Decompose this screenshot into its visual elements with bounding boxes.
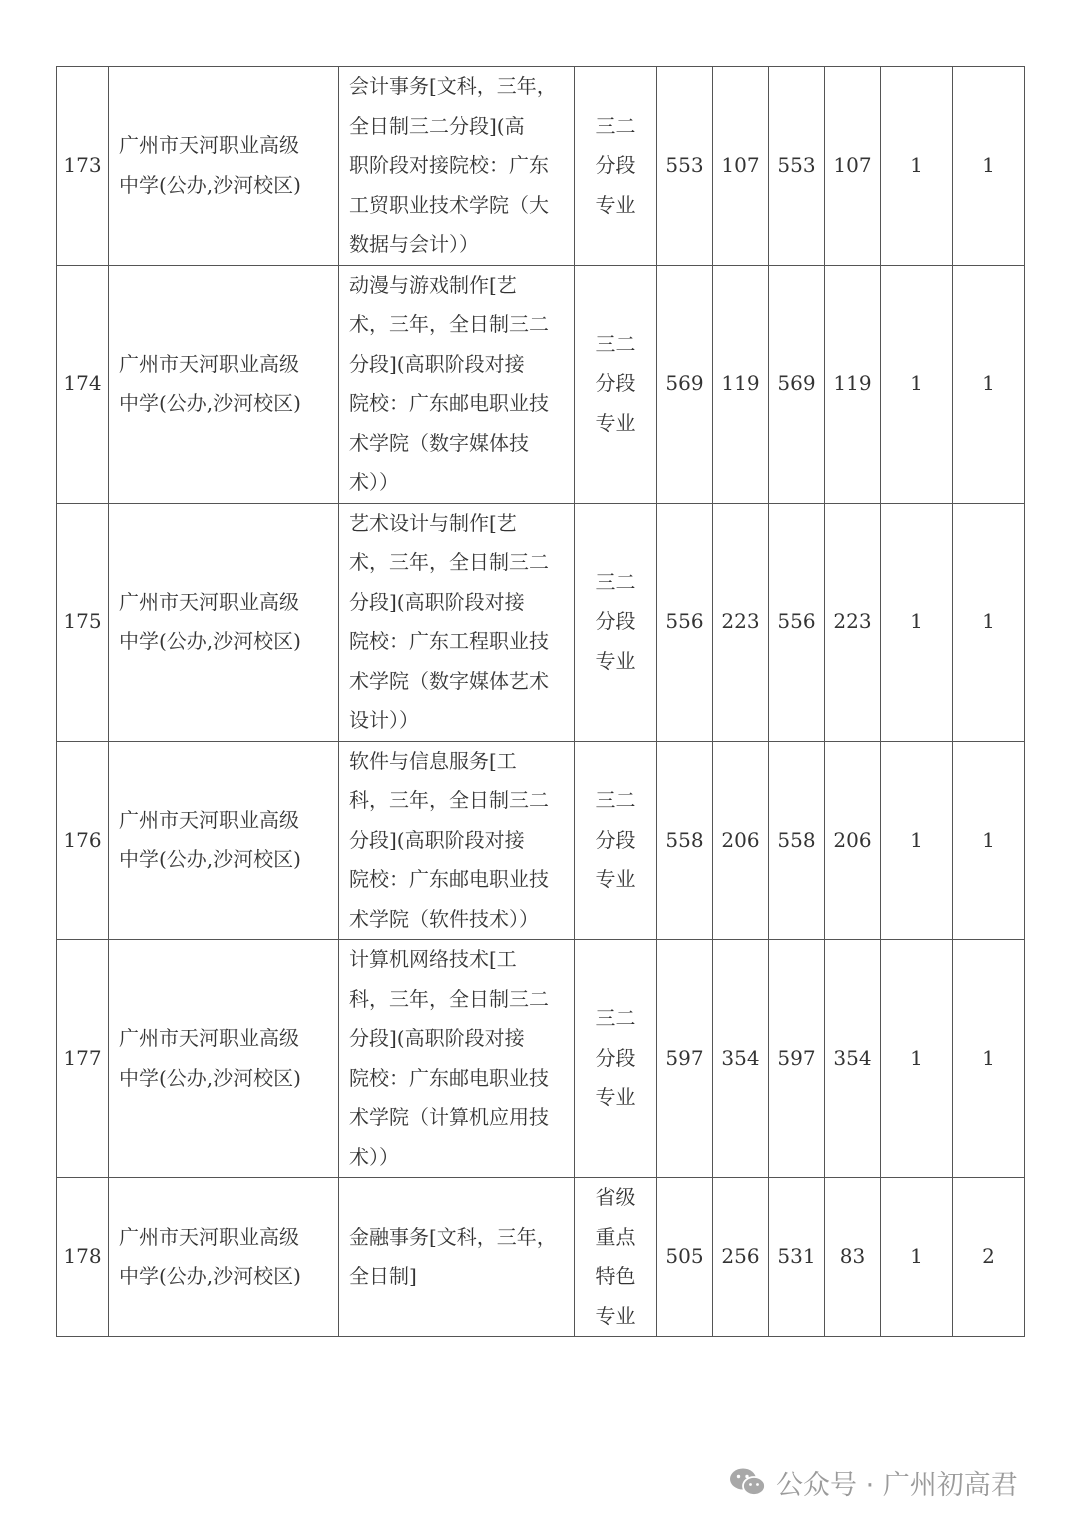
- major-line: 全日制]: [349, 1264, 417, 1288]
- school-line: 中学(公办,沙河校区): [119, 172, 301, 197]
- table-row: [57, 1178, 1025, 1337]
- value-cell-c3: 531: [769, 1178, 825, 1337]
- type-line: 分段: [595, 609, 636, 634]
- admissions-table: [56, 66, 1025, 1337]
- school-cell: [109, 67, 339, 266]
- value-cell-c4: 354: [825, 940, 881, 1178]
- value-cell-c3: 556: [769, 503, 825, 741]
- table-row: [57, 503, 1025, 741]
- type-line: 分段: [595, 153, 636, 177]
- type-line: 省级: [595, 1185, 636, 1209]
- row-number-cell: 176: [57, 741, 109, 940]
- major-line: 动漫与游戏制作[艺: [349, 272, 517, 297]
- value-cell-c6: 1: [953, 940, 1025, 1178]
- row-number-cell: 174: [57, 265, 109, 503]
- major-line: 分段](高职阶段对接: [349, 1026, 525, 1050]
- school-line: 广州市天河职业高级: [119, 807, 299, 832]
- school-cell: [109, 265, 339, 503]
- value-cell-c2: 256: [713, 1178, 769, 1337]
- row-number-cell: 178: [57, 1178, 109, 1337]
- value-cell-c1: 569: [657, 265, 713, 503]
- value-cell-c3: 558: [769, 741, 825, 940]
- value-cell-c4: 83: [825, 1178, 881, 1337]
- major-line: 术，三年，全日制三二: [349, 312, 549, 336]
- major-line: 软件与信息服务[工: [349, 748, 517, 773]
- type-line: 专业: [595, 192, 636, 217]
- major-line: 金融事务[文科，三年，: [349, 1224, 557, 1249]
- value-cell-c4: 119: [825, 265, 881, 503]
- value-cell-c2: 119: [713, 265, 769, 503]
- table-body: [57, 67, 1025, 1337]
- type-line: 特色: [595, 1264, 636, 1288]
- watermark: [728, 1462, 1018, 1502]
- value-cell-c6: 2: [953, 1178, 1025, 1337]
- school-line: 中学(公办,沙河校区): [119, 629, 301, 653]
- value-cell-c1: 556: [657, 503, 713, 741]
- value-cell-c6: 1: [953, 503, 1025, 741]
- major-line: 数据与会计））: [349, 232, 479, 256]
- value-cell-c2: 107: [713, 67, 769, 266]
- type-line: 专业: [595, 410, 636, 435]
- major-type-cell: [575, 67, 657, 266]
- major-type-cell: [575, 940, 657, 1178]
- major-cell: [339, 265, 575, 503]
- type-line: 分段: [595, 827, 636, 852]
- major-line: 术学院（数字媒体技: [349, 430, 529, 455]
- value-cell-c6: 1: [953, 67, 1025, 266]
- value-cell-c5: 1: [881, 940, 953, 1178]
- major-type-cell: [575, 265, 657, 503]
- table-row: [57, 940, 1025, 1178]
- row-number-cell: 173: [57, 67, 109, 266]
- value-cell-c3: 569: [769, 265, 825, 503]
- school-cell: [109, 741, 339, 940]
- row-number-cell: 177: [57, 940, 109, 1178]
- value-cell-c5: 1: [881, 265, 953, 503]
- table-row: [57, 67, 1025, 266]
- major-type-cell: [575, 741, 657, 940]
- watermark-text: 公众号 · 广州初高君: [776, 1469, 1018, 1501]
- major-line: 术，三年，全日制三二: [349, 550, 549, 574]
- row-number-cell: 175: [57, 503, 109, 741]
- value-cell-c4: 107: [825, 67, 881, 266]
- major-line: 院校：广东邮电职业技: [349, 867, 549, 891]
- major-line: 艺术设计与制作[艺: [349, 510, 517, 535]
- value-cell-c2: 354: [713, 940, 769, 1178]
- major-cell: [339, 67, 575, 266]
- value-cell-c4: 206: [825, 741, 881, 940]
- major-line: 术学院（软件技术））: [349, 906, 539, 931]
- type-line: 专业: [595, 1085, 636, 1110]
- major-line: 工贸职业技术学院（大: [349, 192, 549, 217]
- value-cell-c6: 1: [953, 265, 1025, 503]
- school-line: 广州市天河职业高级: [119, 589, 299, 614]
- school-line: 广州市天河职业高级: [119, 1026, 299, 1050]
- value-cell-c5: 1: [881, 503, 953, 741]
- major-line: 术学院（计算机应用技: [349, 1105, 549, 1129]
- major-line: 计算机网络技术[工: [349, 947, 517, 971]
- major-cell: [339, 741, 575, 940]
- major-cell: [339, 1178, 575, 1337]
- major-line: 术学院（数字媒体艺术: [349, 668, 549, 693]
- table-row: [57, 265, 1025, 503]
- major-line: 院校：广东工程职业技: [349, 629, 549, 653]
- type-line: 专业: [595, 648, 636, 673]
- value-cell-c1: 597: [657, 940, 713, 1178]
- school-line: 广州市天河职业高级: [119, 133, 299, 158]
- value-cell-c2: 206: [713, 741, 769, 940]
- major-line: 设计））: [349, 708, 419, 732]
- type-line: 专业: [595, 1303, 636, 1328]
- major-line: 职阶段对接院校：广东: [349, 153, 549, 177]
- value-cell-c5: 1: [881, 741, 953, 940]
- table-row: [57, 741, 1025, 940]
- value-cell-c3: 553: [769, 67, 825, 266]
- major-line: 术））: [349, 470, 399, 494]
- type-line: 分段: [595, 371, 636, 396]
- major-type-cell: [575, 1178, 657, 1337]
- value-cell-c3: 597: [769, 940, 825, 1178]
- type-line: 专业: [595, 867, 636, 891]
- major-line: 院校：广东邮电职业技: [349, 391, 549, 415]
- admissions-table-sheet: [56, 66, 1024, 1337]
- value-cell-c1: 558: [657, 741, 713, 940]
- school-cell: [109, 503, 339, 741]
- major-line: 分段](高职阶段对接: [349, 827, 525, 852]
- major-line: 全日制三二分段](高: [349, 113, 525, 138]
- school-line: 中学(公办,沙河校区): [119, 1264, 301, 1288]
- major-line: 会计事务[文科，三年，: [349, 74, 557, 98]
- school-line: 广州市天河职业高级: [119, 351, 299, 376]
- type-line: 分段: [595, 1045, 636, 1070]
- value-cell-c4: 223: [825, 503, 881, 741]
- major-cell: [339, 940, 575, 1178]
- major-line: 分段](高职阶段对接: [349, 589, 525, 614]
- major-line: 院校：广东邮电职业技: [349, 1065, 549, 1090]
- wechat-icon: [728, 1467, 768, 1497]
- type-line: 三二: [595, 569, 636, 594]
- value-cell-c5: 1: [881, 67, 953, 266]
- school-cell: [109, 1178, 339, 1337]
- type-line: 三二: [595, 788, 636, 812]
- school-line: 中学(公办,沙河校区): [119, 391, 301, 415]
- major-line: 科，三年，全日制三二: [349, 788, 549, 812]
- value-cell-c1: 505: [657, 1178, 713, 1337]
- school-line: 中学(公办,沙河校区): [119, 1065, 301, 1090]
- type-line: 三二: [595, 331, 636, 356]
- value-cell-c6: 1: [953, 741, 1025, 940]
- major-line: 科，三年，全日制三二: [349, 986, 549, 1011]
- type-line: 重点: [595, 1224, 636, 1249]
- major-line: 术））: [349, 1144, 399, 1169]
- school-line: 中学(公办,沙河校区): [119, 847, 301, 872]
- type-line: 三二: [595, 1006, 636, 1031]
- school-cell: [109, 940, 339, 1178]
- type-line: 三二: [595, 113, 636, 138]
- school-line: 广州市天河职业高级: [119, 1224, 299, 1249]
- value-cell-c1: 553: [657, 67, 713, 266]
- value-cell-c2: 223: [713, 503, 769, 741]
- major-line: 分段](高职阶段对接: [349, 351, 525, 376]
- major-cell: [339, 503, 575, 741]
- major-type-cell: [575, 503, 657, 741]
- value-cell-c5: 1: [881, 1178, 953, 1337]
